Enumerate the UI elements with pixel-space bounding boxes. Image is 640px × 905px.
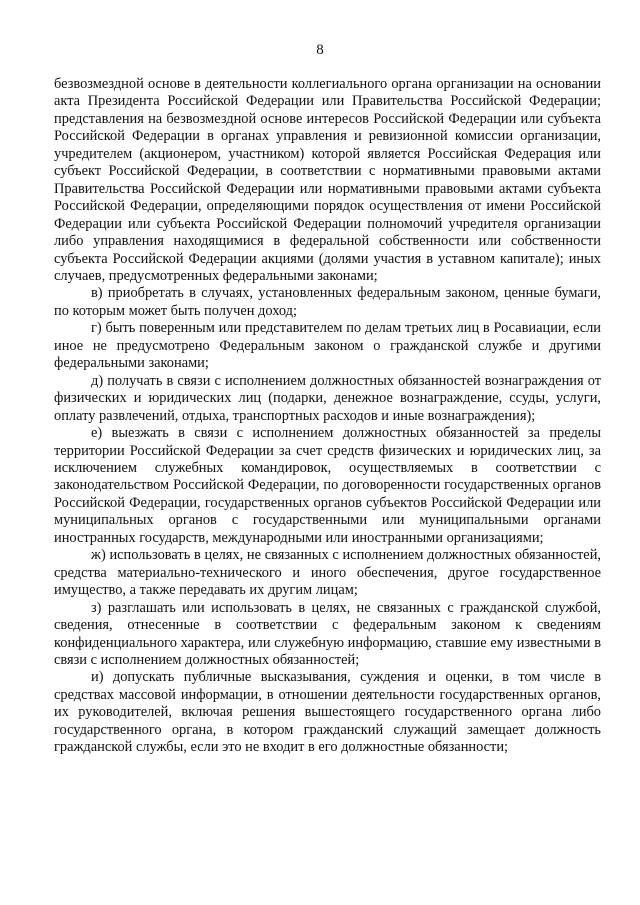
document-body (54, 76, 601, 757)
paragraph-item-d: д) получать в связи с исполнением должностных обязанностей вознаграждения от физических и юридических лиц (подарки, денежное вознаграждение, ссуды, услуги, оплату развлечений, отдыха, транспортных расходов и иные вознаграждения); (54, 372, 601, 424)
paragraph-item-e: е) выезжать в связи с исполнением должностных обязанностей за пределы территории Российской Федерации за счет средств физических и юридических лиц, за исключением служебных командировок, осуществляемых в соответствии с законодательством Российской Федерации, по договоренности государственных органов Российской Федерации, государственных органов субъектов Российской Федерации или муниципальных органов с государственными или муниципальными органами иностранных государств, международными или иностранными организациями; (54, 425, 601, 546)
paragraph-item-g: г) быть поверенным или представителем по делам третьих лиц в Росавиации, если иное не предусмотрено Федеральным законом о гражданской службе и другими федеральными законами; (54, 320, 601, 372)
paragraph-item-zh: ж) использовать в целях, не связанных с исполнением должностных обязанностей, средства материально-технического и иного обеспечения, другое государственное имущество, а также передавать их другим лицам; (54, 547, 601, 599)
paragraph-item-v: в) приобретать в случаях, установленных федеральным законом, ценные бумаги, по которым может быть получен доход; (54, 285, 601, 319)
paragraph-continuation: безвозмездной основе в деятельности коллегиального органа организации на основании акта Президента Российской Федерации или Правительства Российской Федерации; представления на безвозмездной основе интересов Российской Федерации или субъекта Российской Федерации в органах управления и ревизионной комиссии организации, учредителем (акционером, участником) которой является Российская Федерация или субъект Российской Федерации, в соответствии с нормативными правовыми актами Правительства Российской Федерации или нормативными правовыми актами субъекта Российской Федерации, определяющими порядок осуществления от имени Российской Федерации или субъекта Российской Федерации полномочий учредителя организации либо управления находящимися в федеральной собственности или собственности субъекта Российской Федерации акциями (долями участия в уставном капитале); иных случаев, предусмотренных федеральными законами; (54, 76, 601, 284)
paragraph-item-i: и) допускать публичные высказывания, суждения и оценки, в том числе в средствах массовой информации, в отношении деятельности государственных органов, их руководителей, включая решения вышестоящего государственного органа либо государственного органа, в котором гражданский служащий замещает должность гражданской службы, если это не входит в его должностные обязанности; (54, 669, 601, 756)
paragraph-item-z: з) разглашать или использовать в целях, не связанных с гражданской службой, сведения, отнесенные в соответствии с федеральным законом к сведениям конфиденциального характера, или служебную информацию, ставшие ему известными в связи с исполнением должностных обязанностей; (54, 599, 601, 668)
page-number: 8 (316, 42, 324, 58)
